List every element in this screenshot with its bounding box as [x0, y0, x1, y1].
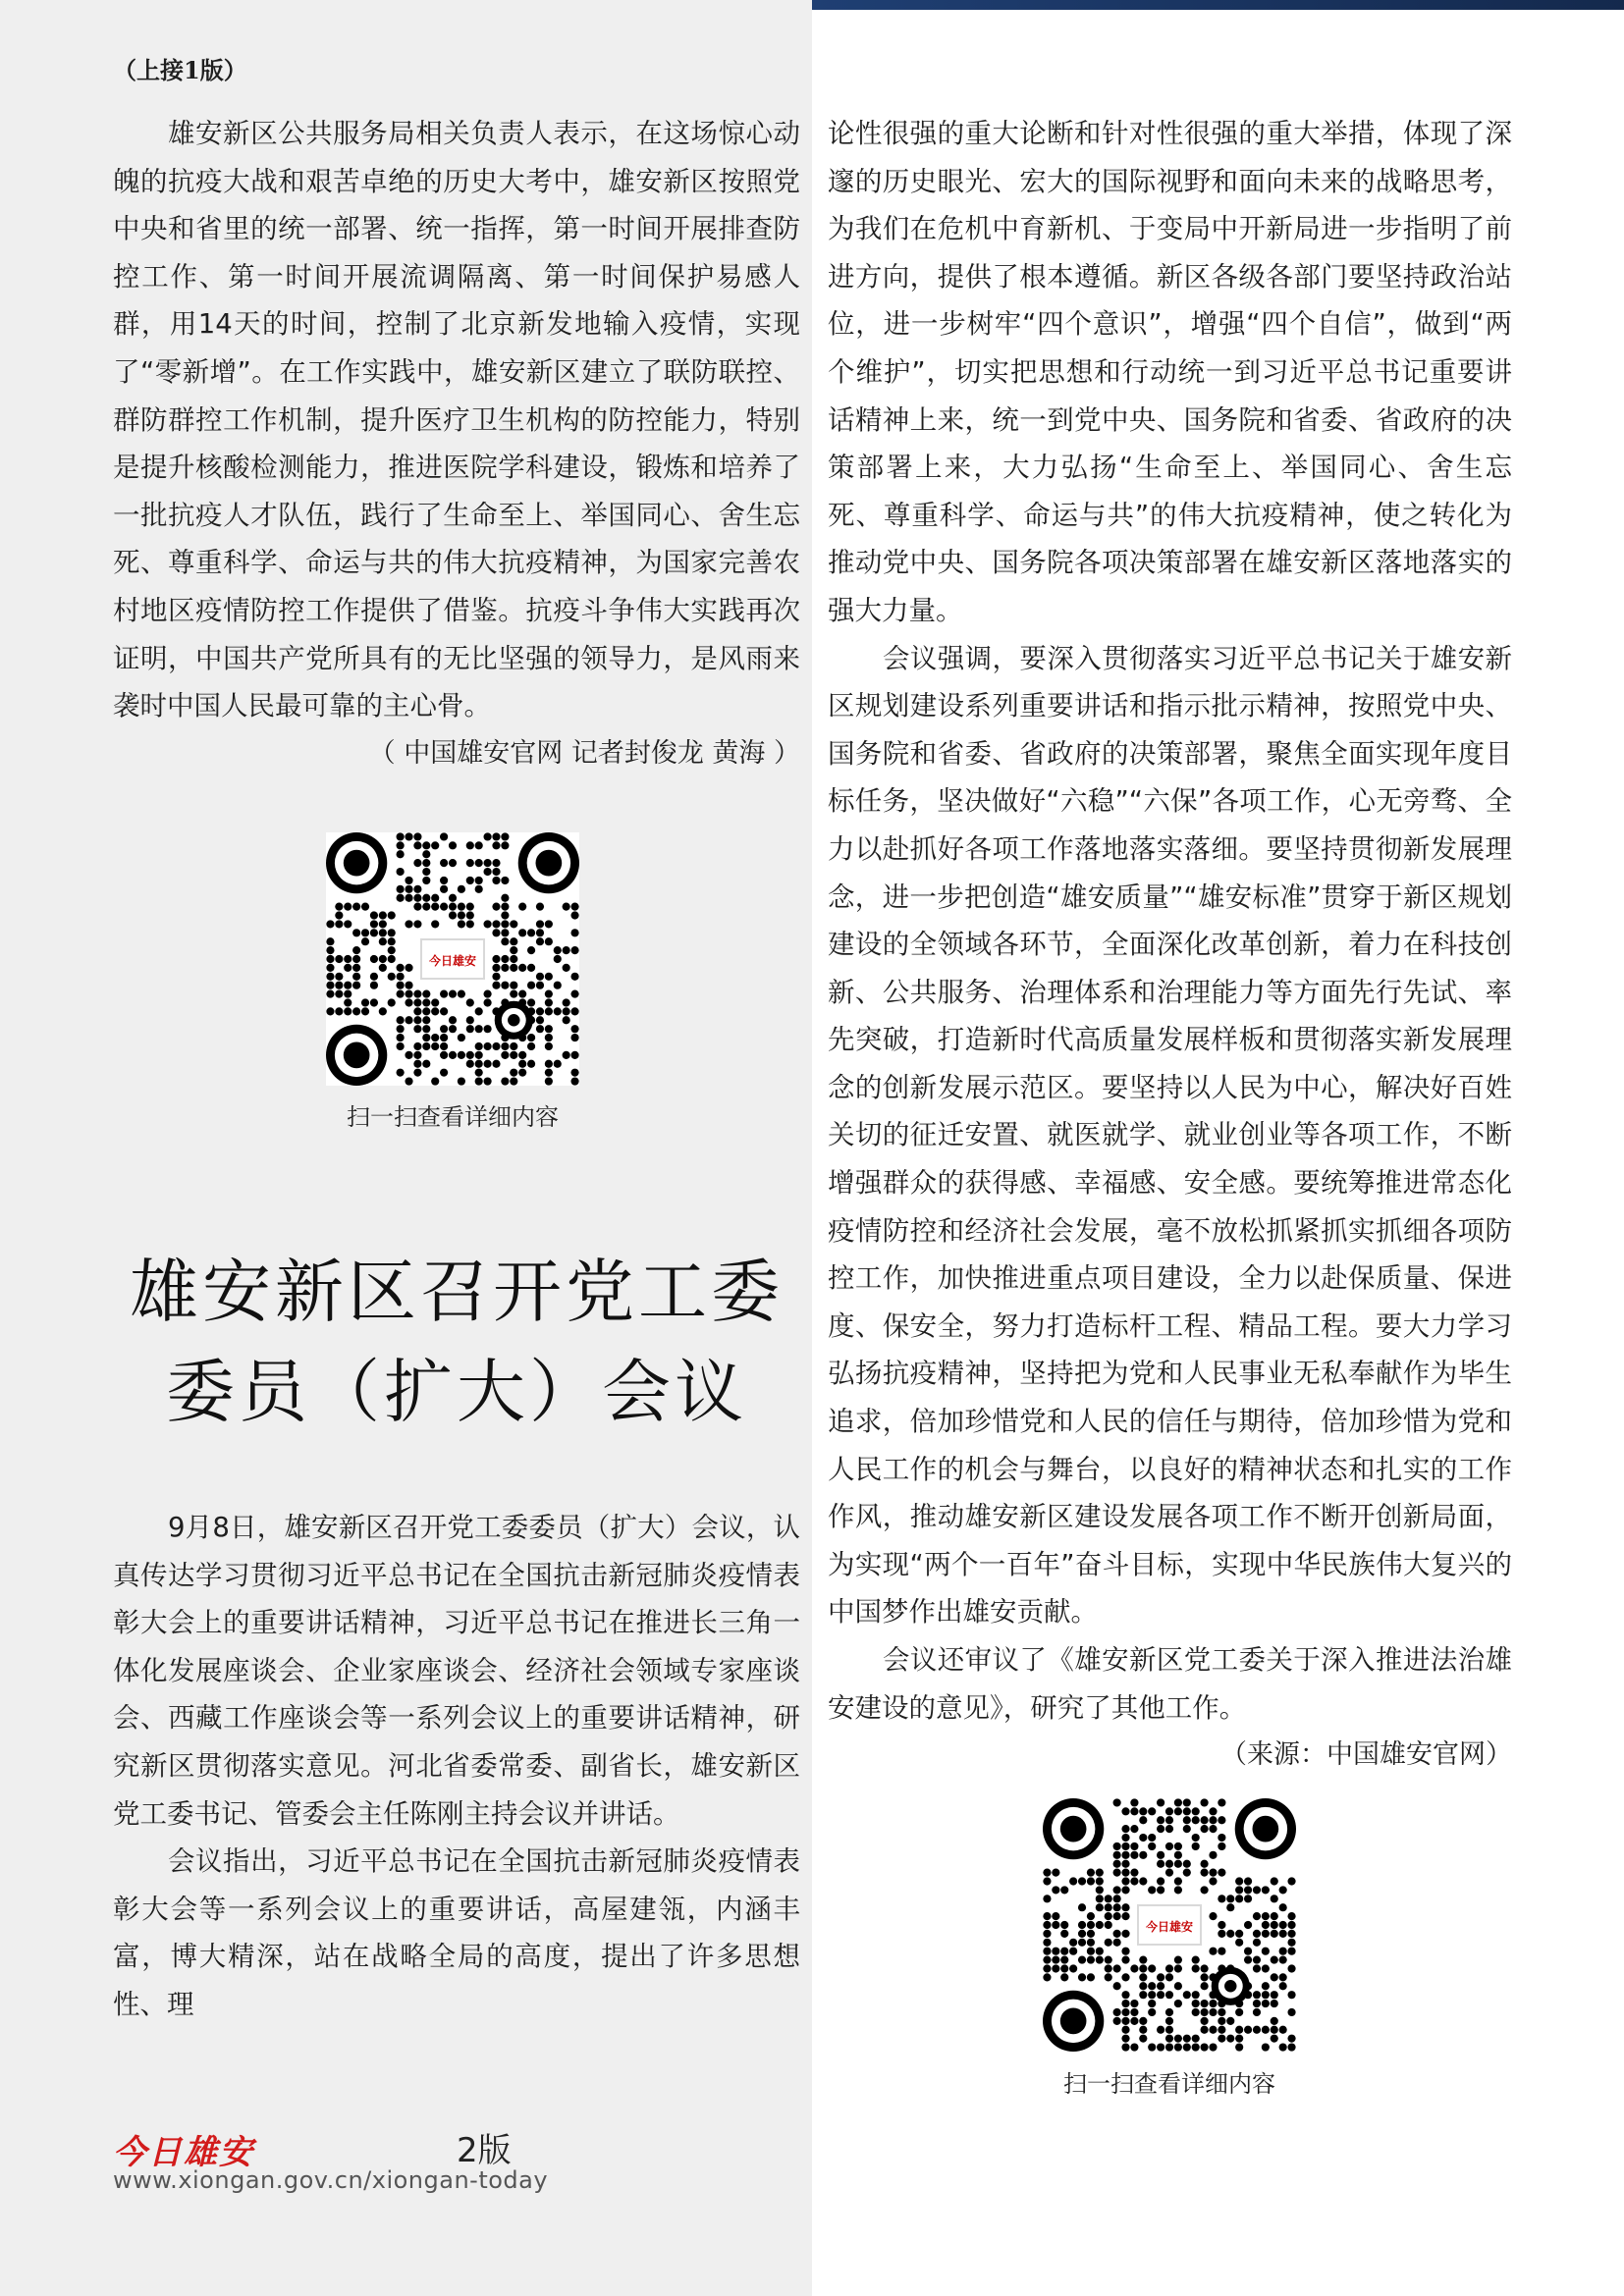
footer-brand-logo: 今日雄安: [113, 2133, 254, 2172]
headline-line-2: 委员（扩大）会议: [166, 1352, 747, 1432]
article2-source: （来源：中国雄安官网）: [1220, 1739, 1512, 1771]
article2-headline: [113, 1242, 800, 1442]
article2-paragraph-1: 9月8日，雄安新区召开党工委委员（扩大）会议，认真传达学习贯彻习近平总书记在全国抗击新冠肺炎疫情表彰大会上的重要讲话精神，习近平总书记在推进长三角一体化发展座谈会、企业家座谈会、经济社会领域专家座谈会、西藏工作座谈会等一系列会议上的重要讲话精神，研究新区贯彻落实意见。河北省委常委、副省长，雄安新区党工委书记、管委会主任陈刚主持会议并讲话。: [113, 1512, 800, 1830]
footer-page-number: 2版: [457, 2131, 512, 2170]
qr-code[interactable]: [1043, 1798, 1296, 2052]
qr-logo: 今日雄安: [1137, 1904, 1202, 1946]
article2-paragraph-4: 会议还审议了《雄安新区党工委关于深入推进法治雄安建设的意见》，研究了其他工作。: [828, 1644, 1512, 1724]
article2-right-column: [828, 110, 1512, 1780]
article1-body: [113, 110, 800, 777]
qr-caption: 扫一扫查看详细内容: [347, 1103, 559, 1131]
top-accent-bar: [812, 0, 1624, 10]
article1-paragraph: 雄安新区公共服务局相关负责人表示，在这场惊心动魄的抗疫大战和艰苦卓绝的历史大考中，雄安新区按照党中央和省里的统一部署、统一指挥，第一时间开展排查防控工作、第一时间开展流调隔离、第一时间保护易感人群，用14天的时间，控制了北京新发地输入疫情，实现了“零新增”。在工作实践中，雄安新区建立了联防联控、群防群控工作机制，提升医疗卫生机构的防控能力，特别是提升核酸检测能力，推进医院学科建设，锻炼和培养了一批抗疫人才队伍，践行了生命至上、举国同心、舍生忘死、尊重科学、命运与共的伟大抗疫精神，为国家完善农村地区疫情防控工作提供了借鉴。抗疫斗争伟大实践再次证明，中国共产党所具有的无比坚强的领导力，是风雨来袭时中国人民最可靠的主心骨。: [113, 118, 800, 722]
qr-logo: 今日雄安: [420, 938, 485, 980]
article2-paragraph-3: 会议强调，要深入贯彻落实习近平总书记关于雄安新区规划建设系列重要讲话和指示批示精神，按照党中央、国务院和省委、省政府的决策部署，聚焦全面实现年度目标任务，坚决做好“六稳”“六保”各项工作，心无旁骛、全力以赴抓好各项工作落地落实落细。要坚持贯彻新发展理念，进一步把创造“雄安质量”“雄安标准”贯穿于新区规划建设的全领域各环节，全面深化改革创新，着力在科技创新、公共服务、治理体系和治理能力等方面先行先试、率先突破，打造新时代高质量发展样板和贯彻落实新发展理念的创新发展示范区。要坚持以人民为中心，解决好百姓关切的征迁安置、就医就学、就业创业等各项工作，不断增强群众的获得感、幸福感、安全感。要统筹推进常态化疫情防控和经济社会发展，毫不放松抓紧抓实抓细各项防控工作，加快推进重点项目建设，全力以赴保质量、保进度、保安全，努力打造标杆工程、精品工程。要大力学习弘扬抗疫精神，坚持把为党和人民事业无私奉献作为毕生追求，倍加珍惜党和人民的信任与期待，倍加珍惜为党和人民工作的机会与舞台，以良好的精神状态和扎实的工作作风，推动雄安新区建设发展各项工作不断开创新局面，为实现“两个一百年”奋斗目标，实现中华民族伟大复兴的中国梦作出雄安贡献。: [828, 642, 1512, 1629]
headline-line-1: 雄安新区召开党工委: [130, 1252, 784, 1332]
article2-paragraph-2-continued: 论性很强的重大论断和针对性很强的重大举措，体现了深邃的历史眼光、宏大的国际视野和面向未来的战略思考，为我们在危机中育新机、于变局中开新局进一步指明了前进方向，提供了根本遵循。新区各级各部门要坚持政治站位，进一步树牢“四个意识”，增强“四个自信”，做到“两个维护”，切实把思想和行动统一到习近平总书记重要讲话精神上来，统一到党中央、国务院和省委、省政府的决策部署上来，大力弘扬“生命至上、举国同心、舍生忘死、尊重科学、命运与共”的伟大抗疫精神，使之转化为推动党中央、国务院各项决策部署在雄安新区落地落实的强大力量。: [828, 118, 1512, 626]
continued-marker: （上接1版）: [113, 56, 247, 84]
article1-credit: （ 中国雄安官网 记者封俊龙 黄海 ）: [368, 737, 800, 769]
article2-paragraph-2: 会议指出，习近平总书记在全国抗击新冠肺炎疫情表彰大会等一系列会议上的重要讲话，高屋建瓴，内涵丰富，博大精深，站在战略全局的高度，提出了许多思想性、理: [113, 1845, 800, 2020]
article2-left-column: [113, 1504, 800, 2029]
qr-caption: 扫一扫查看详细内容: [1063, 2070, 1275, 2098]
qr-code[interactable]: [326, 832, 579, 1086]
footer-url[interactable]: www.xiongan.gov.cn/xiongan-today: [113, 2166, 549, 2194]
